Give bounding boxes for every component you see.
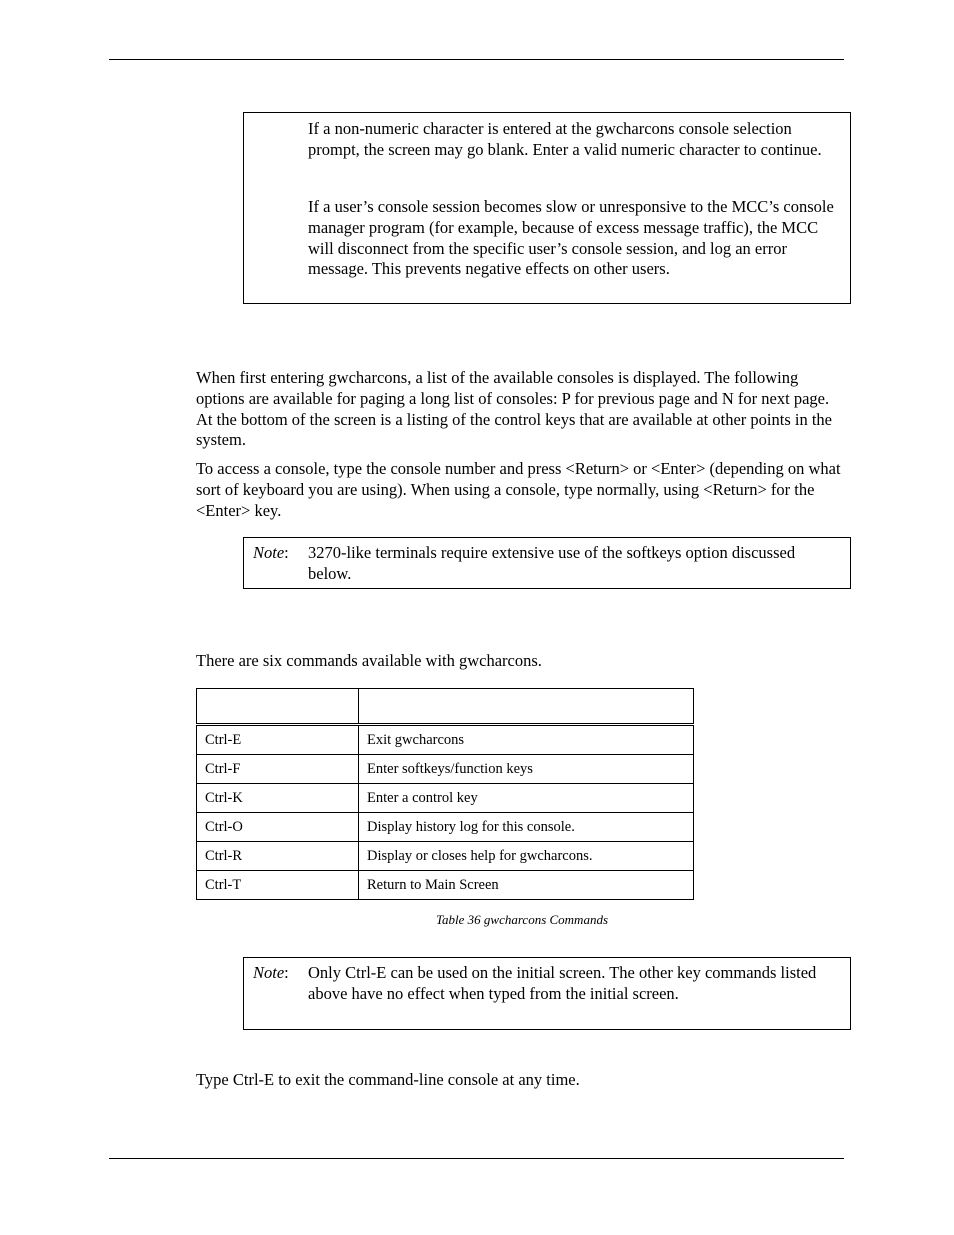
- commands-intro: There are six commands available with gwcharcons.: [196, 651, 542, 670]
- table-row: [197, 725, 694, 755]
- command-key: Ctrl-K: [197, 784, 359, 813]
- header-rule: [109, 59, 844, 60]
- command-description: Return to Main Screen: [359, 871, 694, 900]
- table-row: [197, 842, 694, 871]
- command-description: Enter softkeys/function keys: [359, 755, 694, 784]
- table-caption: Table 36 gwcharcons Commands: [435, 912, 609, 927]
- table-row: [197, 755, 694, 784]
- intro-paragraph-1: When first entering gwcharcons, a list of the available consoles is displayed. The following options are available for paging a long list of consoles: P for previous page and N for next page. At the bottom of the screen is a listing of the control keys that are available at other points in the system.: [196, 368, 832, 450]
- note-text: Only Ctrl-E can be used on the initial screen. The other key commands listed above have no effect when typed from the initial screen.: [308, 963, 817, 1003]
- command-key: Ctrl-T: [197, 871, 359, 900]
- footer-rule: [109, 1158, 844, 1159]
- note-label: Note:: [253, 543, 289, 562]
- command-description: Display or closes help for gwcharcons.: [359, 842, 694, 871]
- note-box-softkeys: [243, 537, 851, 589]
- table-row: [197, 813, 694, 842]
- command-key: Ctrl-E: [197, 725, 359, 755]
- command-key: Ctrl-O: [197, 813, 359, 842]
- commands-table: [196, 688, 694, 900]
- note-box-initial-screen: [243, 957, 851, 1030]
- table-row: [197, 871, 694, 900]
- important-paragraph-1: If a non-numeric character is entered at the gwcharcons console selection prompt, the screen may go blank. Enter a valid numeric character to continue.: [308, 119, 822, 159]
- note-label: Note:: [253, 963, 289, 982]
- note-text: 3270-like terminals require extensive use of the softkeys option discussed below.: [308, 543, 796, 583]
- table-header-cell: [359, 689, 694, 725]
- table-header-cell: [197, 689, 359, 725]
- important-box: [243, 112, 851, 304]
- command-description: Display history log for this console.: [359, 813, 694, 842]
- command-key: Ctrl-F: [197, 755, 359, 784]
- command-key: Ctrl-R: [197, 842, 359, 871]
- table-header-row: [197, 689, 694, 725]
- important-paragraph-2: If a user’s console session becomes slow or unresponsive to the MCC’s console manager program (for example, because of excess message traffic), the MCC will disconnect from the specific user’s console session, and log an error message. This prevents negative effects on other users.: [308, 197, 834, 279]
- intro-paragraph-2: To access a console, type the console number and press <Return> or <Enter> (depending on what sort of keyboard you are using). When using a console, type normally, using <Return> for the <Enter> key.: [196, 459, 841, 520]
- table-row: [197, 784, 694, 813]
- command-description: Enter a control key: [359, 784, 694, 813]
- command-description: Exit gwcharcons: [359, 725, 694, 755]
- exit-instruction: Type Ctrl-E to exit the command-line console at any time.: [196, 1070, 580, 1089]
